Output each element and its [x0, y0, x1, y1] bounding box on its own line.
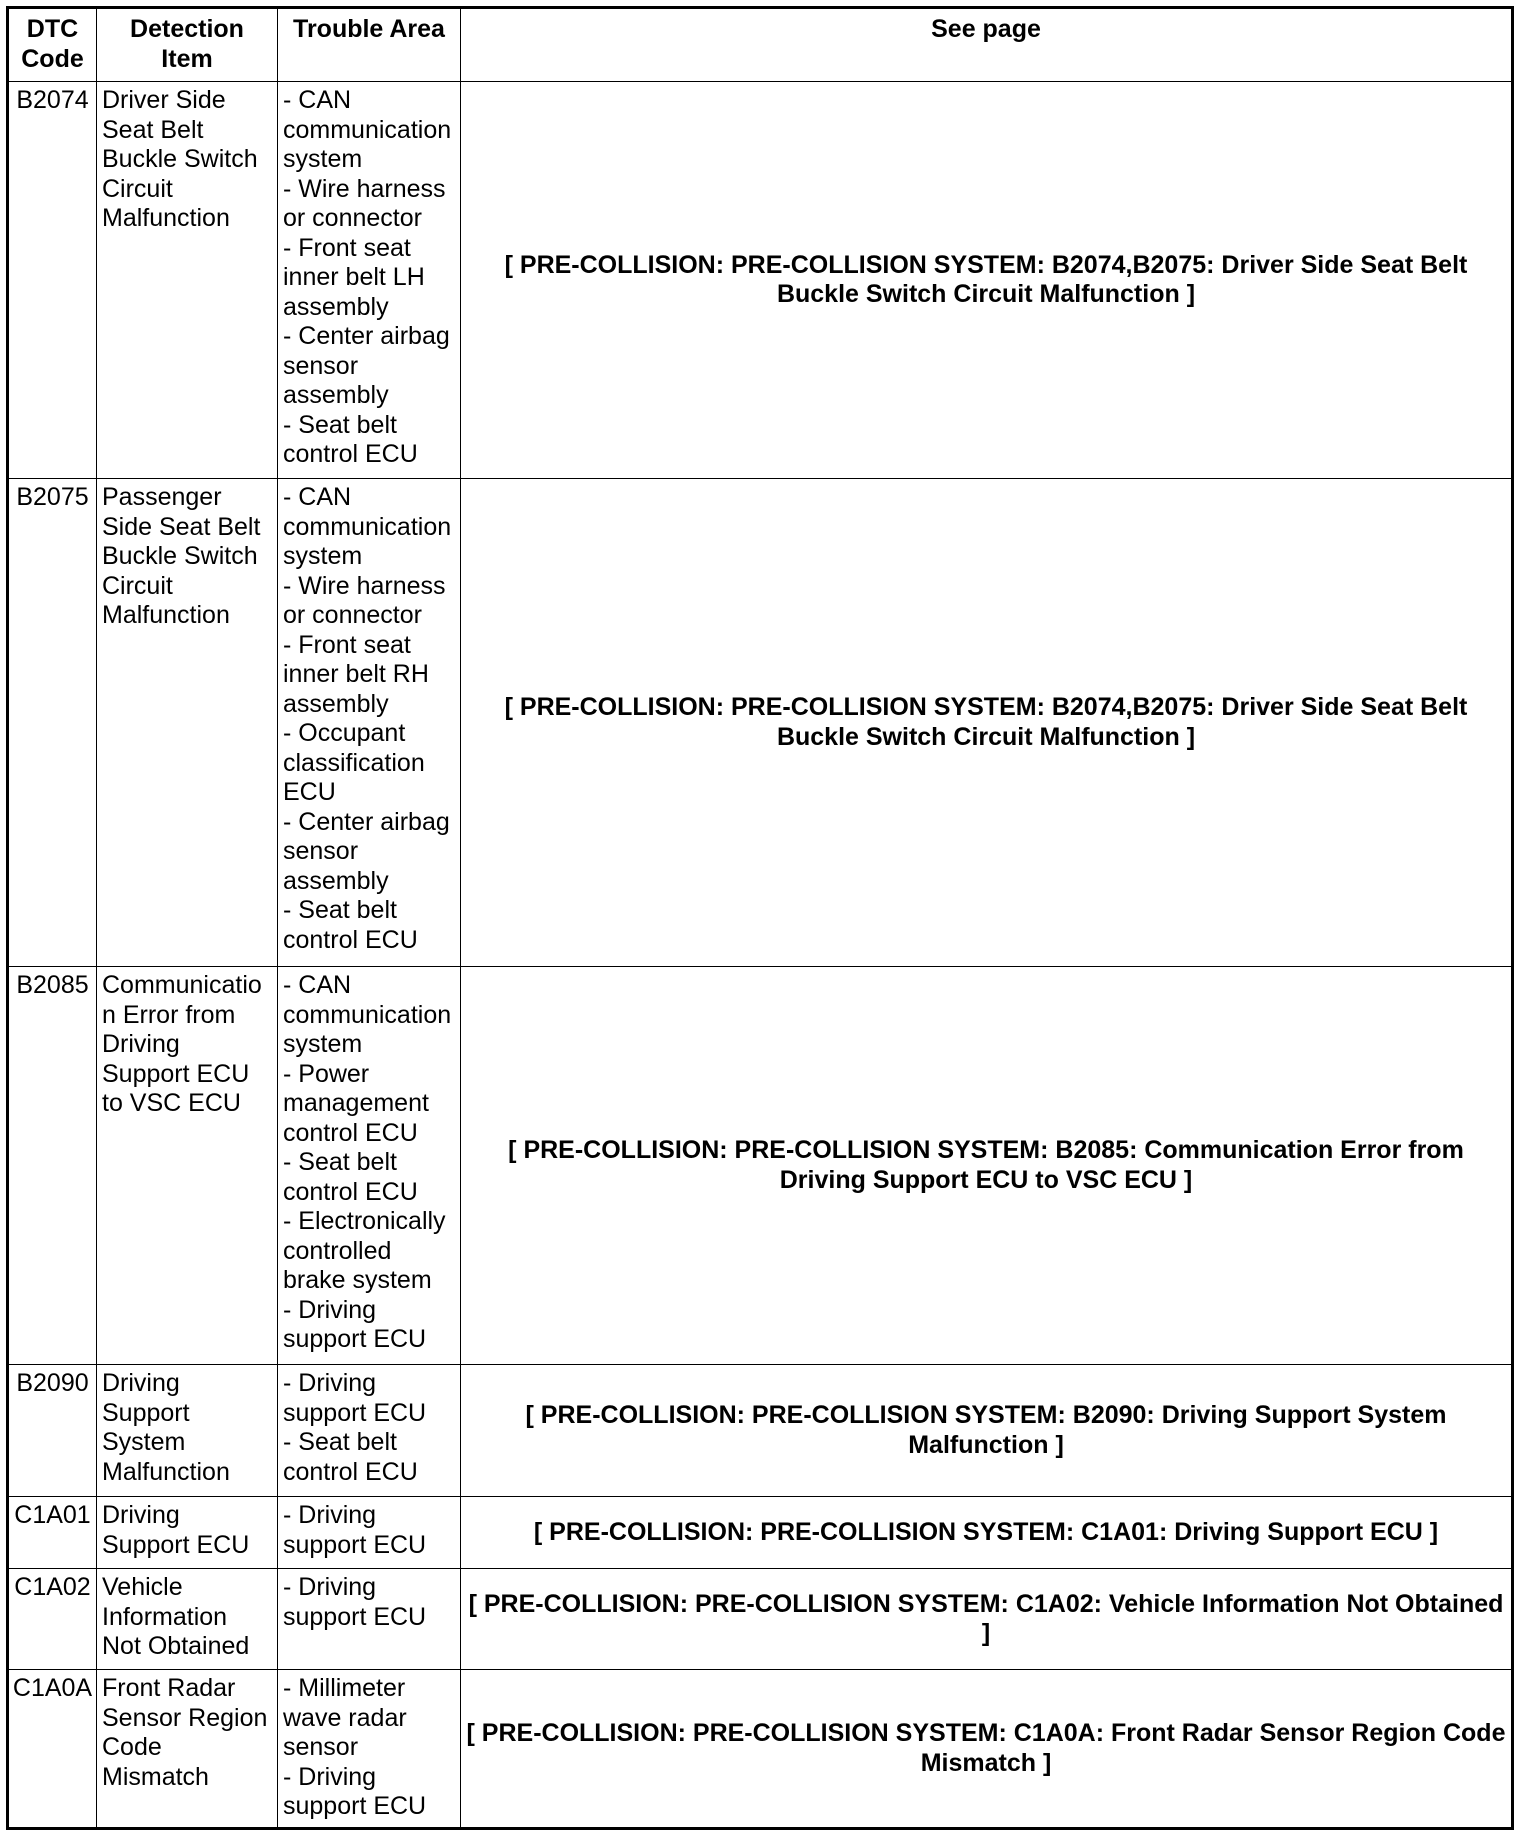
trouble-area-cell	[278, 967, 461, 1365]
trouble-area-cell	[278, 1365, 461, 1497]
trouble-area-cell	[278, 479, 461, 967]
detection-item-cell: Passenger Side Seat Belt Buckle Switch Circuit Malfunction	[97, 479, 278, 967]
trouble-area-item: - Front seat inner belt RH assembly	[283, 630, 429, 718]
header-detection-item: Detection Item	[97, 8, 278, 82]
table-row	[8, 1670, 1513, 1829]
trouble-area-item: - Wire harness or connector	[283, 174, 446, 232]
trouble-area-item: - Power management control ECU	[283, 1059, 429, 1147]
table-row	[8, 479, 1513, 967]
dtc-table	[6, 6, 1514, 1830]
see-page-link[interactable]: [ PRE-COLLISION: PRE-COLLISION SYSTEM: B2074,B2075: Driver Side Seat Belt Buckle Switch Circuit Malfunction ]	[461, 82, 1513, 479]
trouble-area-item: - CAN communication system	[283, 483, 452, 570]
dtc-code-cell: C1A02	[8, 1569, 97, 1670]
table-header-row	[8, 8, 1513, 82]
trouble-area-item: - Center airbag sensor assembly	[283, 807, 450, 895]
dtc-code-cell: B2075	[8, 479, 97, 967]
trouble-area-item: - Seat belt control ECU	[283, 896, 418, 954]
trouble-area-item: - Seat belt control ECU	[283, 1428, 418, 1486]
see-page-link[interactable]: [ PRE-COLLISION: PRE-COLLISION SYSTEM: B2085: Communication Error from Driving Support ECU to VSC ECU ]	[461, 967, 1513, 1365]
see-page-link[interactable]: [ PRE-COLLISION: PRE-COLLISION SYSTEM: C1A0A: Front Radar Sensor Region Code Mismatch ]	[461, 1670, 1513, 1829]
trouble-area-item: - Millimeter wave radar sensor	[283, 1674, 407, 1761]
trouble-area-item: - Wire harness or connector	[283, 571, 446, 629]
table-row	[8, 1497, 1513, 1569]
trouble-area-cell	[278, 1670, 461, 1829]
detection-item-cell: Driving Support ECU	[97, 1497, 278, 1569]
trouble-area-cell	[278, 1569, 461, 1670]
table-row	[8, 967, 1513, 1365]
see-page-link[interactable]: [ PRE-COLLISION: PRE-COLLISION SYSTEM: C1A01: Driving Support ECU ]	[461, 1497, 1513, 1569]
dtc-code-cell: B2074	[8, 82, 97, 479]
trouble-area-item: - Seat belt control ECU	[283, 1148, 418, 1206]
trouble-area-item: - CAN communication system	[283, 971, 452, 1058]
dtc-code-cell: C1A0A	[8, 1670, 97, 1829]
trouble-area-item: - Driving support ECU	[283, 1501, 427, 1559]
dtc-code-cell: B2085	[8, 967, 97, 1365]
trouble-area-item: - Front seat inner belt LH assembly	[283, 233, 425, 321]
detection-item-cell: Driver Side Seat Belt Buckle Switch Circuit Malfunction	[97, 82, 278, 479]
see-page-link[interactable]: [ PRE-COLLISION: PRE-COLLISION SYSTEM: B2074,B2075: Driver Side Seat Belt Buckle Switch Circuit Malfunction ]	[461, 479, 1513, 967]
trouble-area-item: - Driving support ECU	[283, 1573, 427, 1631]
dtc-code-cell: B2090	[8, 1365, 97, 1497]
header-dtc-code: DTC Code	[8, 8, 97, 82]
trouble-area-item: - CAN communication system	[283, 86, 452, 173]
trouble-area-item: - Seat belt control ECU	[283, 410, 418, 468]
trouble-area-item: - Driving support ECU	[283, 1369, 427, 1427]
header-see-page: See page	[461, 8, 1513, 82]
trouble-area-item: - Electronically controlled brake system	[283, 1207, 446, 1294]
detection-item-cell: Front Radar Sensor Region Code Mismatch	[97, 1670, 278, 1829]
trouble-area-item: - Center airbag sensor assembly	[283, 322, 450, 409]
trouble-area-item: - Driving support ECU	[283, 1295, 427, 1353]
see-page-link[interactable]: [ PRE-COLLISION: PRE-COLLISION SYSTEM: C1A02: Vehicle Information Not Obtained ]	[461, 1569, 1513, 1670]
trouble-area-item: - Occupant classification ECU	[283, 719, 425, 806]
header-trouble-area: Trouble Area	[278, 8, 461, 82]
detection-item-cell: Driving Support System Malfunction	[97, 1365, 278, 1497]
detection-item-cell: Communication Error from Driving Support ECU to VSC ECU	[97, 967, 278, 1365]
dtc-code-cell: C1A01	[8, 1497, 97, 1569]
table-row	[8, 1569, 1513, 1670]
detection-item-cell: Vehicle Information Not Obtained	[97, 1569, 278, 1670]
trouble-area-cell	[278, 82, 461, 479]
trouble-area-cell	[278, 1497, 461, 1569]
table-row	[8, 1365, 1513, 1497]
see-page-link[interactable]: [ PRE-COLLISION: PRE-COLLISION SYSTEM: B2090: Driving Support System Malfunction ]	[461, 1365, 1513, 1497]
trouble-area-item: - Driving support ECU	[283, 1762, 427, 1820]
table-row	[8, 82, 1513, 479]
